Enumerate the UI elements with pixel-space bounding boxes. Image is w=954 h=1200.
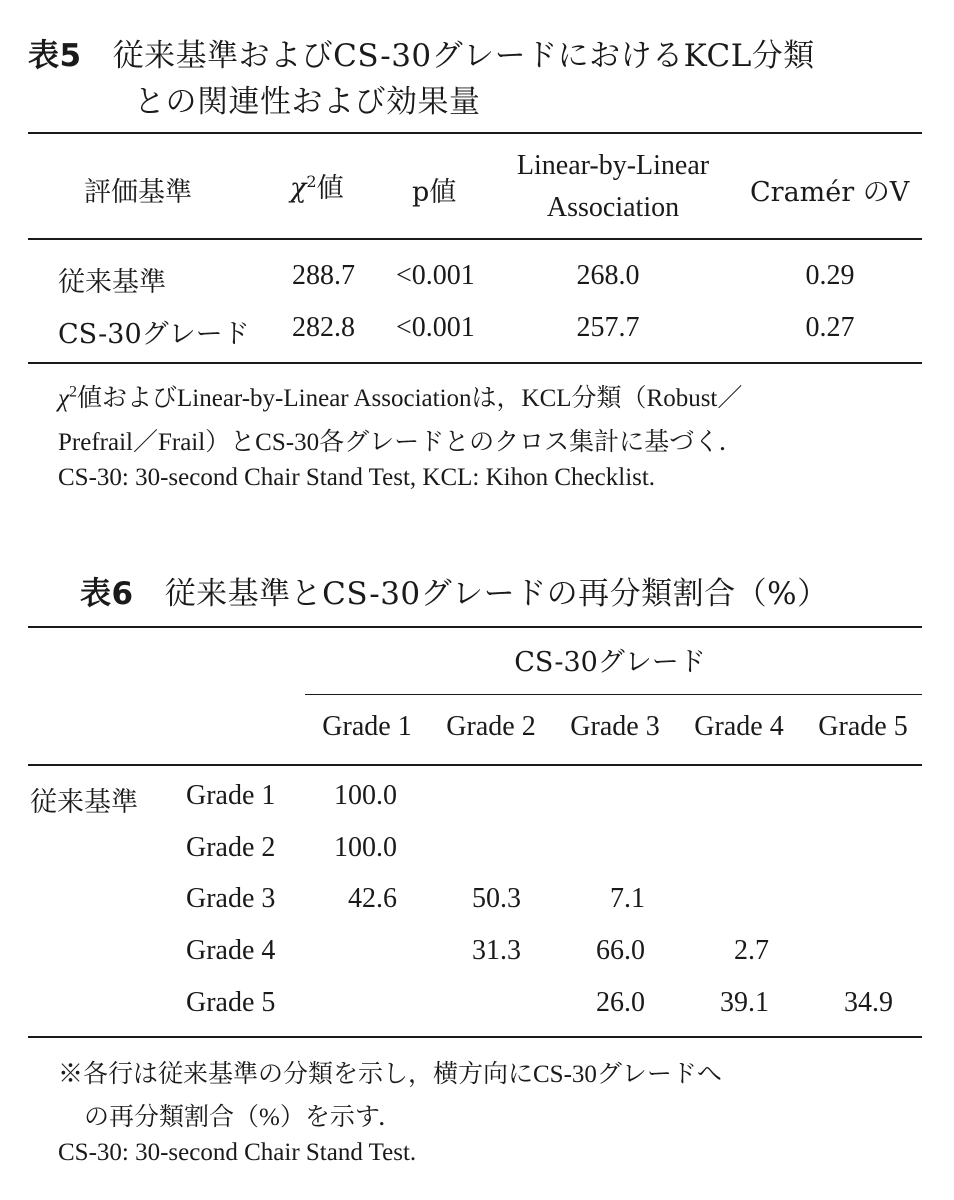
note-chi-sup: 2 [69, 383, 77, 401]
table6-row5-label: Grade 5 [186, 987, 276, 1018]
table5-row1-p: <0.001 [396, 260, 475, 291]
table5-header-criterion: 評価基準 [84, 177, 192, 208]
table5-note-line2: Prefrail／Frail）とCS-30各グレードとのクロス集計に基づく． [58, 429, 744, 456]
table6-row3-label: Grade 3 [186, 883, 276, 914]
table5-note-line3: CS-30: 30-second Chair Stand Test, KCL: Kihon Checklist. [58, 464, 656, 491]
table6-row1-c1: 100.0 [334, 780, 397, 811]
table6-top-rule [28, 626, 922, 628]
table5-row2-chi2: 282.8 [292, 312, 355, 343]
table5-header-lbl-line1: Linear-by-Linear [516, 150, 710, 181]
table6-row5-c4: 39.1 [720, 987, 769, 1018]
table6-col-grade1: Grade 1 [322, 711, 412, 742]
table6-col-grade4: Grade 4 [694, 711, 784, 742]
chi-sup: 2 [306, 172, 317, 191]
table5-row2-criterion: CS-30グレード [58, 319, 250, 350]
table6-title [80, 568, 829, 613]
table6-note-line1: ※各行は従来基準の分類を示し，横方向にCS-30グレードへ [58, 1061, 722, 1088]
table6-note-line2: の再分類割合（%）を示す． [84, 1104, 403, 1131]
table6-bottom-rule [28, 1036, 922, 1038]
table5-bottom-rule [28, 362, 922, 364]
table6-note-line3: CS-30: 30-second Chair Stand Test. [58, 1139, 417, 1166]
table5-header-cramer: Cramér のV [750, 177, 910, 208]
table6-group-rule [305, 694, 922, 695]
table5-note-line1 [58, 378, 742, 414]
table5-row2-lbl: 257.7 [576, 312, 640, 343]
note-line1-rest: 値およびLinear-by-Linear Associationは，KCL分類（Robust／ [77, 385, 743, 412]
table6-row2-label: Grade 2 [186, 832, 276, 863]
table6-header-rule [28, 764, 922, 766]
table6-row4-label: Grade 4 [186, 935, 276, 966]
table6-row3-c1: 42.6 [348, 883, 397, 914]
table6-row4-c3: 66.0 [596, 935, 645, 966]
table5-header-lbl-line2: Association [546, 192, 680, 223]
table5-header-rule [28, 238, 922, 240]
table6-row-group: 従来基準 [30, 787, 138, 818]
table5-row1-chi2: 288.7 [292, 260, 355, 291]
table6-title-text: 従来基準とCS-30グレードの再分類割合（%） [164, 576, 829, 612]
table5-row2-p: <0.001 [396, 312, 475, 343]
table5-row2-v: 0.27 [805, 312, 855, 343]
table5-row1-v: 0.29 [805, 260, 855, 291]
table5-label: 表5 [28, 38, 82, 74]
table5-header-chi2 [290, 166, 344, 205]
table5-row1-criterion: 従来基準 [58, 267, 166, 298]
table6-col-group: CS-30グレード [514, 647, 706, 678]
chi-suffix: 値 [316, 173, 344, 204]
table6-row3-c3: 7.1 [610, 883, 645, 914]
table5-top-rule [28, 132, 922, 134]
table6-col-grade2: Grade 2 [446, 711, 536, 742]
table5-header-p: p値 [412, 177, 457, 208]
table6-row4-c2: 31.3 [472, 935, 521, 966]
table6-label: 表6 [80, 576, 134, 612]
table6-col-grade5: Grade 5 [818, 711, 908, 742]
table6-row5-c3: 26.0 [596, 987, 645, 1018]
table6-row3-c2: 50.3 [472, 883, 521, 914]
table6-col-grade3: Grade 3 [570, 711, 660, 742]
table5-row1-lbl: 268.0 [576, 260, 640, 291]
table5-title-line2: との関連性および効果量 [134, 84, 481, 120]
table6-row4-c4: 2.7 [734, 935, 769, 966]
note-chi-symbol: χ [58, 385, 69, 412]
chi-symbol: χ [290, 173, 307, 204]
table6-row2-c1: 100.0 [334, 832, 397, 863]
table5-title-line1 [28, 30, 815, 75]
table5-title-text: 従来基準およびCS-30グレードにおけるKCL分類 [112, 38, 815, 74]
table6-row1-label: Grade 1 [186, 780, 276, 811]
table6-row5-c5: 34.9 [844, 987, 893, 1018]
